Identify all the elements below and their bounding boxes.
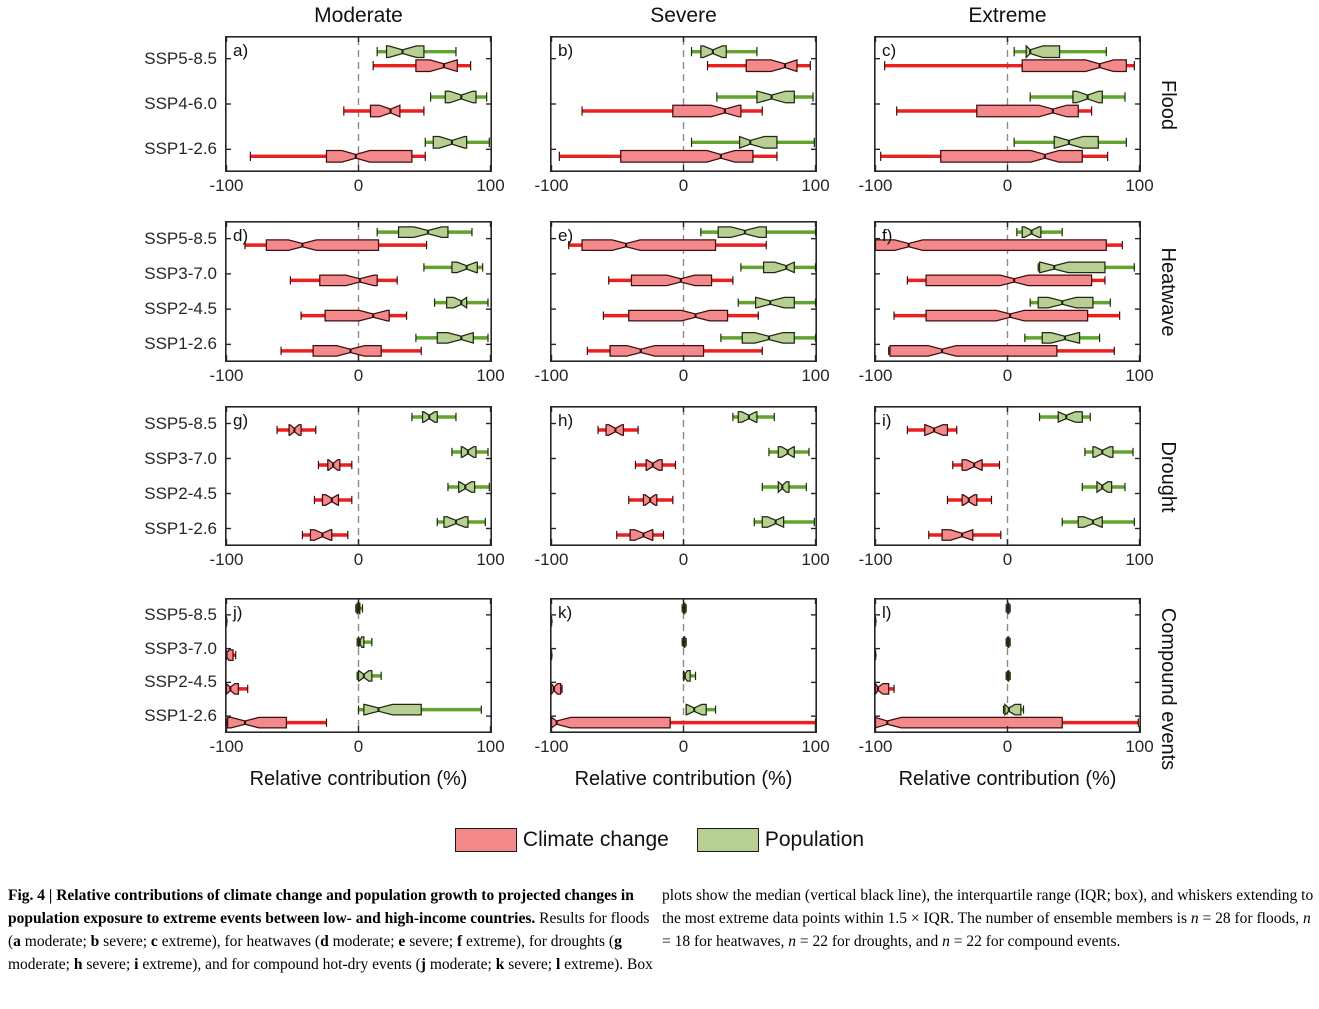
- panel-d: [225, 221, 492, 362]
- boxplot-population: [682, 603, 686, 613]
- panel-f: [874, 221, 1141, 362]
- boxplot-climate-change: [552, 684, 563, 694]
- boxplot-climate-change: [708, 60, 811, 72]
- x-tick-label: -100: [209, 737, 244, 756]
- boxplot-population: [424, 262, 483, 272]
- y-label-SSP2-4.5: SSP2-4.5: [144, 483, 217, 503]
- boxplot-climate-change: [876, 684, 895, 694]
- y-label-SSP3-7.0: SSP3-7.0: [144, 638, 217, 658]
- boxplot-climate-change: [373, 60, 470, 72]
- y-label-SSP1-2.6: SSP1-2.6: [144, 706, 217, 726]
- boxplot-climate-change: [281, 346, 421, 356]
- x-tick-label: 0: [1002, 176, 1013, 195]
- x-tick-label: 100: [1125, 176, 1154, 195]
- boxplot-climate-change: [250, 151, 425, 163]
- x-axis-label-col1: Relative contribution (%): [249, 768, 468, 790]
- panel-b: [550, 36, 817, 172]
- panel-letter-h: h): [558, 411, 574, 430]
- boxplot-climate-change: [301, 310, 406, 320]
- x-tick-label: 100: [476, 366, 505, 385]
- boxplot-population: [686, 704, 715, 714]
- x-tick-label: -100: [209, 176, 244, 195]
- boxplot-population: [1030, 297, 1110, 307]
- boxplot-climate-change: [569, 240, 767, 250]
- panel-letter-f: f): [882, 226, 893, 245]
- panel-letter-e: e): [558, 226, 574, 245]
- row-label-drought: Drought: [1157, 441, 1180, 513]
- panel-letter-k: k): [558, 603, 573, 622]
- x-tick-label: 100: [1125, 550, 1154, 569]
- y-label-SSP5-8.5: SSP5-8.5: [144, 413, 217, 433]
- boxplot-population: [684, 671, 696, 681]
- x-tick-label: 100: [801, 737, 830, 756]
- boxplot-population: [692, 137, 815, 149]
- boxplot-climate-change: [881, 151, 1108, 163]
- x-axis-label-col2: Relative contribution (%): [574, 768, 793, 790]
- x-tick-label: 0: [353, 176, 364, 195]
- boxplot-population: [452, 447, 488, 457]
- x-tick-label: -100: [209, 550, 244, 569]
- panel-j: [225, 598, 492, 733]
- boxplot-population: [1006, 671, 1010, 681]
- panel-k: [550, 598, 817, 733]
- row-label-flood: Flood: [1157, 79, 1180, 131]
- boxplot-population: [1030, 91, 1125, 103]
- x-tick-label: 0: [678, 366, 689, 385]
- boxplot-population: [1003, 704, 1023, 714]
- boxplot-population: [1006, 637, 1010, 647]
- panel-c: [874, 36, 1141, 172]
- boxplot-climate-change: [876, 240, 1123, 250]
- boxplot-population: [738, 297, 815, 307]
- x-tick-label: -100: [858, 737, 893, 756]
- boxplot-population: [448, 482, 489, 492]
- x-tick-label: 100: [476, 550, 505, 569]
- x-tick-label: 0: [678, 550, 689, 569]
- y-label-SSP1-2.6: SSP1-2.6: [144, 334, 217, 354]
- x-tick-label: 0: [353, 550, 364, 569]
- boxplot-population: [435, 297, 488, 307]
- boxplot-climate-change: [635, 460, 675, 470]
- x-tick-label: 0: [678, 737, 689, 756]
- boxplot-population: [717, 91, 813, 103]
- x-tick-label: 0: [353, 737, 364, 756]
- boxplot-climate-change: [344, 105, 424, 117]
- boxplot-population: [377, 227, 472, 237]
- y-label-SSP5-8.5: SSP5-8.5: [144, 228, 217, 248]
- boxplot-population: [377, 46, 456, 58]
- x-tick-label: -100: [858, 176, 893, 195]
- figure-caption-left-column: Fig. 4 | Relative contributions of climate change and population growth to projected changes in population exposure to extreme events between low- and high-income countries. Results for floods (a moderate; b severe; c extreme), for heatwaves (d moderate; e severe; f extreme), for droughts (g moderate; h severe; i extreme), and for compound hot-dry events (j moderate; k severe; l extreme). Box: [8, 887, 653, 973]
- x-tick-label: 100: [801, 550, 830, 569]
- panel-letter-g: g): [233, 411, 249, 430]
- panel-letter-d: d): [233, 226, 249, 245]
- boxplot-climate-change: [603, 310, 758, 320]
- y-label-SSP2-4.5: SSP2-4.5: [144, 299, 217, 319]
- x-tick-label: 100: [801, 176, 830, 195]
- y-label-SSP1-2.6: SSP1-2.6: [144, 518, 217, 538]
- boxplot-population: [741, 262, 816, 272]
- boxplot-climate-change: [617, 530, 664, 540]
- boxplot-population: [1038, 262, 1134, 272]
- boxplot-population: [356, 603, 363, 613]
- boxplot-climate-change: [889, 346, 1115, 356]
- boxplot-climate-change: [227, 684, 248, 694]
- boxplot-climate-change: [609, 275, 733, 285]
- x-tick-label: 100: [1125, 366, 1154, 385]
- panel-g: [225, 406, 492, 546]
- column-title-extreme: Extreme: [968, 4, 1047, 27]
- boxplot-population: [1017, 227, 1062, 237]
- y-label-SSP2-4.5: SSP2-4.5: [144, 672, 217, 692]
- legend-swatch-climate-change: [455, 828, 517, 852]
- boxplot-climate-change: [885, 60, 1135, 72]
- y-label-SSP3-7.0: SSP3-7.0: [144, 263, 217, 283]
- boxplot-population: [1040, 412, 1091, 422]
- column-title-moderate: Moderate: [314, 4, 403, 27]
- x-tick-label: -100: [534, 366, 569, 385]
- boxplot-population: [1025, 333, 1100, 343]
- x-tick-label: 100: [801, 366, 830, 385]
- panel-e: [550, 221, 817, 362]
- boxplot-climate-change: [582, 105, 762, 117]
- boxplot-population: [357, 637, 372, 647]
- x-tick-label: -100: [534, 737, 569, 756]
- x-tick-label: 0: [1002, 737, 1013, 756]
- x-tick-label: -100: [209, 366, 244, 385]
- boxplot-population: [416, 333, 488, 343]
- y-label-SSP3-7.0: SSP3-7.0: [144, 448, 217, 468]
- panel-l: [874, 598, 1141, 733]
- boxplot-climate-change: [290, 275, 397, 285]
- boxplot-climate-change: [598, 425, 638, 435]
- x-tick-label: -100: [858, 366, 893, 385]
- x-tick-label: 0: [353, 366, 364, 385]
- boxplot-population: [754, 517, 814, 527]
- y-label-SSP5-8.5: SSP5-8.5: [144, 48, 217, 68]
- boxplot-population: [412, 412, 456, 422]
- boxplot-climate-change: [318, 460, 351, 470]
- figure-caption-right-column: plots show the median (vertical black line), the interquartile range (IQR; box), and whiskers extending to the most extreme data points within 1.5 × IQR. The number of ensemble members is n = 28 for floods, n = 18 for heatwaves, n = 22 for droughts, and n = 22 for compound events.: [662, 887, 1314, 950]
- boxplot-population: [1014, 137, 1126, 149]
- legend: [0, 824, 1319, 856]
- boxplot-population: [721, 333, 816, 343]
- x-tick-label: 0: [678, 176, 689, 195]
- boxplot-population: [1006, 603, 1010, 613]
- legend-swatch-population: [697, 828, 759, 852]
- boxplot-population: [769, 447, 809, 457]
- boxplot-climate-change: [227, 650, 236, 660]
- x-tick-label: 0: [1002, 550, 1013, 569]
- panel-letter-c: c): [882, 41, 897, 60]
- boxplot-population: [425, 137, 489, 149]
- row-label-compound-events: Compound events: [1157, 607, 1180, 771]
- boxplot-population: [357, 671, 381, 681]
- boxplot-population: [1014, 46, 1106, 58]
- x-tick-label: 100: [476, 176, 505, 195]
- boxplot-population: [359, 704, 482, 714]
- boxplot-population: [682, 637, 686, 647]
- row-label-heatwave: Heatwave: [1157, 247, 1180, 337]
- panel-letter-b: b): [558, 41, 574, 60]
- panel-letter-j: j): [233, 603, 243, 622]
- x-tick-label: -100: [534, 176, 569, 195]
- boxplot-population: [762, 482, 806, 492]
- x-tick-label: -100: [534, 550, 569, 569]
- boxplot-climate-change: [227, 717, 327, 727]
- x-tick-label: 0: [1002, 366, 1013, 385]
- y-label-SSP5-8.5: SSP5-8.5: [144, 604, 217, 624]
- boxplot-climate-change: [559, 151, 777, 163]
- boxplot-population: [733, 412, 774, 422]
- y-label-SSP1-2.6: SSP1-2.6: [144, 139, 217, 159]
- column-title-severe: Severe: [650, 4, 717, 27]
- boxplot-climate-change: [897, 105, 1092, 117]
- boxplot-population: [1082, 482, 1125, 492]
- boxplot-climate-change: [907, 425, 956, 435]
- boxplot-population: [1062, 517, 1134, 527]
- boxplot-population: [1085, 447, 1133, 457]
- x-tick-label: 100: [1125, 737, 1154, 756]
- panel-letter-l: l): [882, 603, 892, 622]
- legend-label-population: Population: [764, 828, 865, 851]
- legend-label-climate-change: Climate change: [522, 828, 669, 851]
- panel-i: [874, 406, 1141, 546]
- boxplot-climate-change: [314, 495, 351, 505]
- panel-letter-i: i): [882, 411, 892, 430]
- panel-letter-a: a): [233, 41, 249, 60]
- boxplot-climate-change: [947, 495, 991, 505]
- boxplot-population: [701, 227, 816, 237]
- boxplot-population: [437, 517, 485, 527]
- x-tick-label: -100: [858, 550, 893, 569]
- boxplot-climate-change: [629, 495, 673, 505]
- boxplot-climate-change: [245, 240, 427, 250]
- boxplot-climate-change: [587, 346, 762, 356]
- boxplot-population: [431, 91, 487, 103]
- boxplot-climate-change: [907, 275, 1105, 285]
- y-label-SSP4-6.0: SSP4-6.0: [144, 94, 217, 113]
- boxplot-climate-change: [302, 530, 347, 540]
- boxplot-population: [692, 46, 757, 58]
- x-tick-label: 100: [476, 737, 505, 756]
- panel-h: [550, 406, 817, 546]
- panel-a: [225, 36, 492, 172]
- boxplot-climate-change: [277, 425, 316, 435]
- x-axis-label-col3: Relative contribution (%): [898, 768, 1117, 790]
- boxplot-climate-change: [929, 530, 1001, 540]
- boxplot-climate-change: [953, 460, 1000, 470]
